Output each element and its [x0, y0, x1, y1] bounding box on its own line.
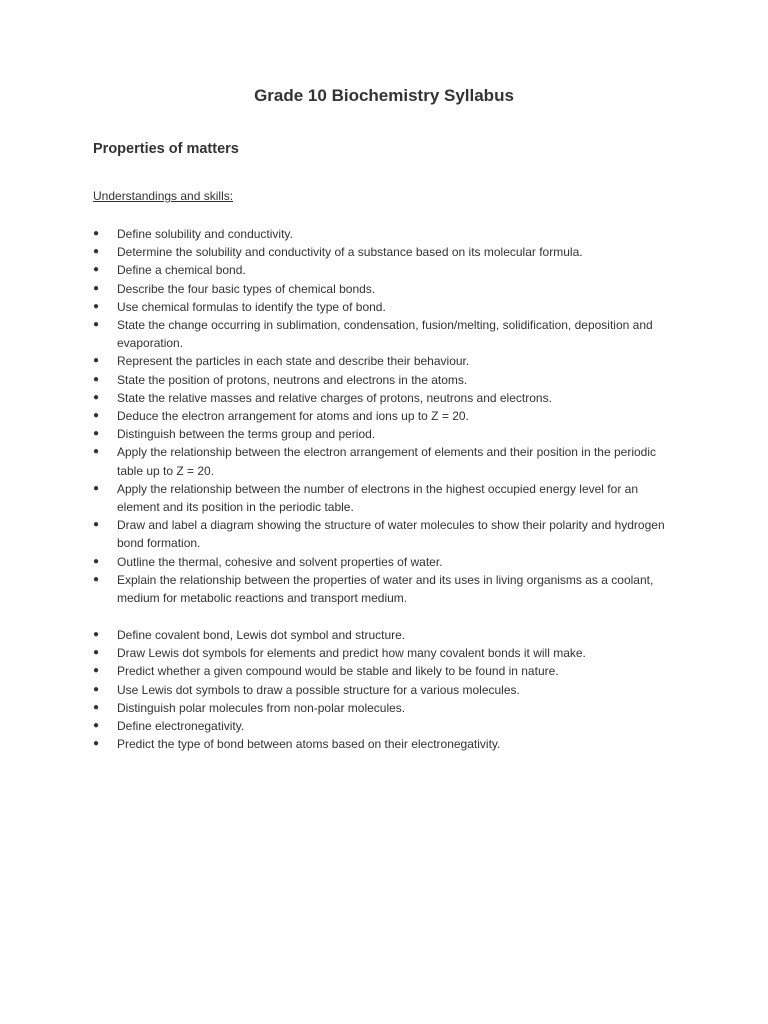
- bullet-icon: ●: [93, 629, 100, 640]
- list-item-text: State the change occurring in sublimation, condensation, fusion/melting, solidification, deposition and evaporation.: [117, 318, 653, 351]
- list-item-text: Predict the type of bond between atoms based on their electronegativity.: [117, 737, 501, 752]
- list-item-text: Explain the relationship between the properties of water and its uses in living organisms as a coolant, medium for metabolic reactions and transport medium.: [117, 572, 654, 606]
- list-item-text: Describe the four basic types of chemical bonds.: [117, 281, 376, 296]
- bullet-icon: ●: [93, 391, 100, 403]
- list-item-text: Define solubility and conductivity.: [117, 227, 293, 241]
- list-item-text: Distinguish between the terms group and period.: [117, 427, 376, 442]
- bullet-icon: ●: [93, 701, 100, 713]
- list-item: [93, 662, 683, 680]
- skills-list-2: [93, 626, 683, 753]
- bullet-icon: ●: [93, 720, 100, 732]
- list-item: [93, 699, 683, 717]
- list-item-text: Represent the particles in each state and describe their behaviour.: [117, 354, 470, 369]
- list-item: [93, 425, 683, 443]
- bullet-icon: ●: [93, 355, 100, 367]
- bullet-icon: ●: [93, 683, 100, 695]
- bullet-icon: ●: [93, 428, 100, 440]
- bullet-icon: ●: [93, 373, 100, 385]
- list-item-text: Predict whether a given compound would be stable and likely to be found in nature.: [117, 664, 559, 679]
- list-item-text: Use chemical formulas to identify the type of bond.: [117, 299, 386, 314]
- list-item-text: Distinguish polar molecules from non-polar molecules.: [117, 700, 406, 715]
- list-item: [93, 553, 683, 571]
- list-item-text: Deduce the electron arrangement for atoms and ions up to Z = 20.: [117, 409, 469, 424]
- list-item: [93, 571, 683, 607]
- bullet-icon: ●: [93, 228, 100, 239]
- list-item-text: Define a chemical bond.: [117, 263, 246, 278]
- list-item-text: Draw and label a diagram showing the structure of water molecules to show their polarity and hydrogen bond formation.: [117, 518, 665, 551]
- list-item: [93, 261, 683, 279]
- list-item-text: Use Lewis dot symbols to draw a possible structure for a various molecules.: [117, 682, 520, 697]
- list-item: [93, 480, 683, 516]
- bullet-icon: ●: [93, 246, 100, 258]
- bullet-icon: ●: [93, 738, 100, 750]
- bullet-icon: ●: [93, 482, 100, 494]
- list-item-text: Apply the relationship between the electron arrangement of elements and their position in the periodic table up to Z = 20.: [117, 445, 656, 478]
- list-item: [93, 371, 683, 389]
- skills-list-1: [93, 225, 683, 607]
- section-heading: Properties of matters: [93, 141, 239, 157]
- list-item-text: Define covalent bond, Lewis dot symbol and structure.: [117, 628, 406, 642]
- list-item: [93, 626, 683, 644]
- list-item: [93, 717, 683, 735]
- list-item: [93, 243, 683, 261]
- list-item-text: Define electronegativity.: [117, 719, 245, 734]
- list-item: [93, 280, 683, 298]
- list-item-text: State the relative masses and relative charges of protons, neutrons and electrons.: [117, 390, 552, 405]
- bullet-icon: ●: [93, 573, 100, 585]
- list-item-text: Outline the thermal, cohesive and solvent properties of water.: [117, 554, 443, 569]
- bullet-icon: ●: [93, 665, 100, 677]
- list-item: [93, 516, 683, 552]
- document-title: Grade 10 Biochemistry Syllabus: [254, 86, 514, 105]
- list-item-text: Draw Lewis dot symbols for elements and predict how many covalent bonds it will make.: [117, 646, 586, 661]
- bullet-icon: ●: [93, 446, 100, 458]
- list-item: [93, 407, 683, 425]
- subheading: Understandings and skills:: [93, 189, 234, 203]
- bullet-icon: ●: [93, 282, 100, 294]
- list-item-text: State the position of protons, neutrons and electrons in the atoms.: [117, 372, 468, 387]
- list-item: [93, 443, 683, 479]
- bullet-icon: ●: [93, 555, 100, 567]
- list-item: [93, 644, 683, 662]
- list-item: [93, 316, 683, 352]
- list-item: [93, 389, 683, 407]
- bullet-icon: ●: [93, 410, 100, 422]
- bullet-icon: ●: [93, 319, 100, 331]
- list-item: [93, 681, 683, 699]
- list-item: [93, 298, 683, 316]
- bullet-icon: ●: [93, 519, 100, 531]
- list-item: [93, 352, 683, 370]
- bullet-icon: ●: [93, 264, 100, 276]
- bullet-icon: ●: [93, 647, 100, 659]
- list-item-text: Determine the solubility and conductivity of a substance based on its molecular formula.: [117, 245, 583, 260]
- list-item: [93, 225, 683, 243]
- list-item: [93, 735, 683, 753]
- bullet-icon: ●: [93, 300, 100, 312]
- list-item-text: Apply the relationship between the number of electrons in the highest occupied energy level for an element and its position in the periodic table.: [117, 481, 638, 515]
